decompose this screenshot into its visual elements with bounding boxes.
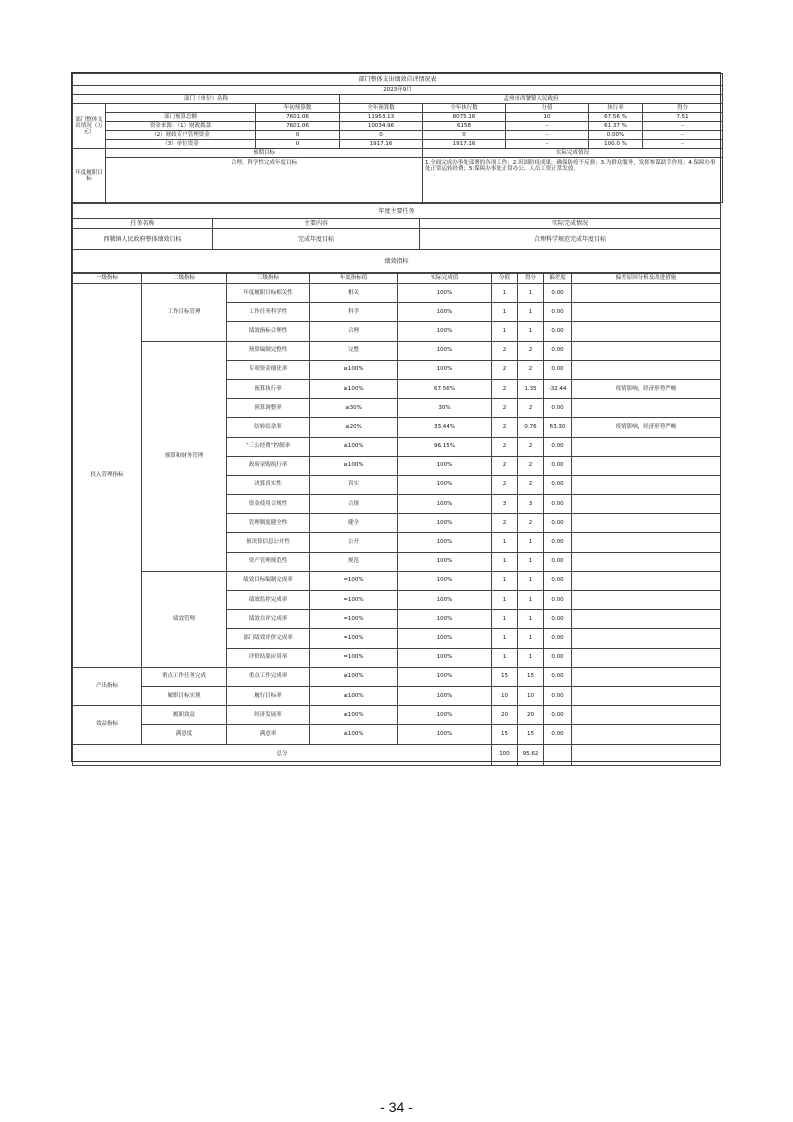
ind-header: 得分 — [518, 274, 544, 284]
ind-cell: 0.00 — [544, 495, 572, 514]
ind-cell: 0.00 — [544, 648, 572, 667]
ind-cell: 2 — [492, 360, 518, 379]
budget-header-cell: 全年执行数 — [423, 104, 506, 113]
ind-cell: 3 — [492, 495, 518, 514]
page-number: - 34 - — [380, 1099, 413, 1115]
ind-cell: 0.00 — [544, 629, 572, 648]
ind-cell: 2 — [518, 360, 544, 379]
ind-cell: 20 — [492, 706, 518, 725]
ind-header: 实际完成值 — [398, 274, 492, 284]
ind-cell: 1 — [518, 284, 544, 303]
ind-cell: 100% — [398, 648, 492, 667]
ind-header: 偏差度 — [544, 274, 572, 284]
ind-cell: 2 — [492, 437, 518, 456]
ind-cell: 决算真实性 — [227, 475, 310, 494]
budget-header-cell: 年初预算数 — [256, 104, 340, 113]
ind-cell: 15 — [518, 725, 544, 744]
budget-row — [73, 140, 723, 149]
budget-cell: 61.37 % — [589, 122, 643, 131]
budget-cell: 10 — [506, 113, 589, 122]
ind-cell: 履行目标率 — [227, 686, 310, 705]
ind-cell: 资金使用合规性 — [227, 495, 310, 514]
budget-cell: – — [643, 131, 723, 140]
ind-cell: 1 — [492, 648, 518, 667]
tasks-header: 任务名称 — [73, 219, 213, 229]
budget-cell: 8075.16 — [423, 113, 506, 122]
ind-cell — [572, 495, 721, 514]
budget-cell: 10034.96 — [340, 122, 423, 131]
ind-cell: 绩效目标编制完成率 — [227, 571, 310, 590]
task-name: 西虢镇人民政府整体绩效目标 — [73, 229, 213, 250]
ind-cell: 评价结果应用率 — [227, 648, 310, 667]
ind-cell: 0.00 — [544, 571, 572, 590]
ind-cell: 公开 — [310, 533, 398, 552]
budget-row — [73, 113, 723, 122]
ind-cell: 疫情影响，经济形势严峻 — [572, 418, 721, 437]
ind-cell — [572, 571, 721, 590]
goal-actual-text: 1.全面完成办事处部署的各项工作；2.巩固防疫成果，确保防疫不反弹；3.为群众服务，发挥参谋助手作用；4.保障办事处正常运转经费；5.保障办事处正常办公、人员工资正常发放。 — [423, 158, 723, 203]
ind-cell: 10 — [492, 686, 518, 705]
ind-cell: 疫情影响，经济形势严峻 — [572, 379, 721, 398]
ind-cell: ≤100% — [310, 686, 398, 705]
ind-cell: 100% — [398, 725, 492, 744]
ind-cell: 1 — [518, 552, 544, 571]
ind-header: 一级指标 — [73, 274, 142, 284]
ind-cell: 1 — [492, 533, 518, 552]
total-score: 95.62 — [518, 744, 544, 765]
budget-cell: 0.00% — [589, 131, 643, 140]
ind-cell: 100% — [398, 456, 492, 475]
ind-cell: 100% — [398, 706, 492, 725]
level2-satisfaction: 满意度 — [142, 725, 227, 744]
ind-cell — [572, 399, 721, 418]
ind-cell: 预算调整率 — [227, 399, 310, 418]
ind-cell: 100% — [398, 341, 492, 360]
ind-cell: 1 — [492, 284, 518, 303]
ind-cell: 15 — [492, 667, 518, 686]
budget-cell: – — [506, 122, 589, 131]
ind-cell — [572, 341, 721, 360]
ind-cell: 0.00 — [544, 322, 572, 341]
ind-cell: 33.44% — [398, 418, 492, 437]
ind-cell: =100% — [310, 610, 398, 629]
ind-cell: 2 — [492, 514, 518, 533]
level2-duty-goal: 履职目标实现 — [142, 686, 227, 705]
ind-cell: 100% — [398, 571, 492, 590]
ind-cell: 100% — [398, 591, 492, 610]
ind-cell: 0.00 — [544, 725, 572, 744]
ind-cell: 2 — [518, 437, 544, 456]
ind-cell: ≤100% — [310, 725, 398, 744]
ind-cell: 2 — [492, 456, 518, 475]
ind-cell — [572, 456, 721, 475]
ind-cell: 预决算信息公开性 — [227, 533, 310, 552]
budget-header-cell: 执行率 — [589, 104, 643, 113]
budget-row-label — [106, 140, 256, 149]
ind-header: 二级指标 — [142, 274, 227, 284]
budget-cell: 7601.06 — [256, 122, 340, 131]
ind-cell — [572, 648, 721, 667]
budget-row-name: （3）单位资金 — [162, 141, 199, 147]
ind-cell: 0.00 — [544, 303, 572, 322]
budget-cell: 0 — [256, 140, 340, 149]
ind-cell: 0.00 — [544, 456, 572, 475]
ind-cell: 2 — [492, 341, 518, 360]
ind-cell: 30% — [398, 399, 492, 418]
ind-cell: 10 — [518, 686, 544, 705]
ind-cell: 1 — [518, 629, 544, 648]
ind-cell: =100% — [310, 629, 398, 648]
ind-cell: 100% — [398, 514, 492, 533]
ind-cell: 结转结余率 — [227, 418, 310, 437]
ind-cell: 67.56% — [398, 379, 492, 398]
total-blank — [572, 744, 721, 765]
tasks-header: 实际完成情况 — [420, 219, 721, 229]
ind-cell — [572, 360, 721, 379]
ind-cell: 0.00 — [544, 706, 572, 725]
total-label: 总分 — [73, 744, 492, 765]
ind-cell: 预算编制完整性 — [227, 341, 310, 360]
ind-cell: 96.15% — [398, 437, 492, 456]
ind-cell: ≥100% — [310, 456, 398, 475]
ind-cell: =100% — [310, 591, 398, 610]
budget-cell: – — [506, 131, 589, 140]
ind-cell: 1 — [518, 322, 544, 341]
ind-cell — [572, 667, 721, 686]
ind-cell: 绩效指标合理性 — [227, 322, 310, 341]
ind-cell: 100% — [398, 303, 492, 322]
ind-cell: ≥100% — [310, 360, 398, 379]
ind-cell: 0.76 — [518, 418, 544, 437]
ind-cell: ≥100% — [310, 379, 398, 398]
ind-cell: 1 — [492, 629, 518, 648]
ind-cell: 2 — [518, 399, 544, 418]
budget-cell: – — [643, 122, 723, 131]
ind-cell: 0.00 — [544, 610, 572, 629]
dept-label: 部门（单位）名称 — [73, 95, 340, 104]
level1-benefit: 效益指标 — [73, 706, 142, 744]
budget-cell: 7.51 — [643, 113, 723, 122]
budget-cell: 11953.13 — [340, 113, 423, 122]
ind-cell: 年度履职目标相关性 — [227, 284, 310, 303]
ind-cell — [572, 437, 721, 456]
tasks-section-title: 年度主要任务 — [73, 204, 721, 219]
indicators-section-title: 绩效指标 — [73, 250, 721, 273]
ind-cell: 预算执行率 — [227, 379, 310, 398]
ind-cell: 100% — [398, 360, 492, 379]
ind-cell: 0.00 — [544, 284, 572, 303]
ind-cell: 1.35 — [518, 379, 544, 398]
ind-cell: 100% — [398, 610, 492, 629]
ind-cell: 合规 — [310, 495, 398, 514]
ind-cell: 1 — [518, 303, 544, 322]
ind-cell: 专项资金细化率 — [227, 360, 310, 379]
budget-cell: 100.0 % — [589, 140, 643, 149]
ind-cell: 重点工作完成率 — [227, 667, 310, 686]
ind-cell: 15 — [518, 667, 544, 686]
ind-cell: 2 — [518, 456, 544, 475]
tasks-table — [72, 203, 721, 273]
ind-cell: 0.00 — [544, 475, 572, 494]
ind-cell: 0.00 — [544, 552, 572, 571]
total-row — [73, 744, 721, 765]
ind-cell: 0.00 — [544, 341, 572, 360]
ind-cell — [572, 322, 721, 341]
budget-cell: 7601.06 — [256, 113, 340, 122]
form-title: 部门整体支出绩效自评情况表 — [73, 74, 723, 86]
ind-cell: =100% — [310, 571, 398, 590]
ind-cell: 0.00 — [544, 399, 572, 418]
ind-cell: 合理 — [310, 322, 398, 341]
ind-cell: 1 — [518, 591, 544, 610]
ind-cell: 1 — [518, 571, 544, 590]
budget-cell: 67.56 % — [589, 113, 643, 122]
ind-cell: 资产管理规范性 — [227, 552, 310, 571]
budget-cell: – — [506, 140, 589, 149]
budget-cell: 0 — [423, 131, 506, 140]
ind-cell: 真实 — [310, 475, 398, 494]
table-row — [73, 725, 721, 744]
budget-cell: 0 — [340, 131, 423, 140]
ind-cell: 100% — [398, 475, 492, 494]
ind-cell: 2 — [492, 379, 518, 398]
ind-cell: 2 — [518, 475, 544, 494]
ind-cell: 规范 — [310, 552, 398, 571]
ind-cell: ≤100% — [310, 667, 398, 686]
ind-cell: 政府采购执行率 — [227, 456, 310, 475]
ind-cell: 3 — [518, 495, 544, 514]
ind-cell: 100% — [398, 284, 492, 303]
ind-cell — [572, 514, 721, 533]
ind-cell: 经济发展率 — [227, 706, 310, 725]
goal-side-label: 年度履职目标 — [73, 149, 106, 203]
ind-header: 分值 — [492, 274, 518, 284]
level2-performance-mgmt: 绩效管理 — [142, 571, 227, 667]
budget-row-prefix: 资金来源： — [149, 123, 178, 129]
budget-header-cell: 得分 — [643, 104, 723, 113]
budget-header-blank — [106, 104, 256, 113]
ind-cell: 1 — [518, 533, 544, 552]
ind-cell — [572, 629, 721, 648]
ind-cell: 部门绩效评价完成率 — [227, 629, 310, 648]
budget-side-label: 部门整体支出情况（万元） — [73, 104, 106, 149]
table-row — [73, 571, 721, 590]
ind-cell: ≤20% — [310, 418, 398, 437]
budget-row-label — [106, 131, 256, 140]
ind-cell — [572, 591, 721, 610]
ind-cell: 20 — [518, 706, 544, 725]
ind-cell: 相关 — [310, 284, 398, 303]
level2-key-task: 重点工作任务完成 — [142, 667, 227, 686]
ind-cell: 1 — [492, 610, 518, 629]
ind-cell: 1 — [492, 322, 518, 341]
ind-header: 三级指标 — [227, 274, 310, 284]
ind-cell: ≤100% — [310, 706, 398, 725]
form-date: 2023年9月 — [73, 86, 723, 95]
budget-row-name: 部门预算总额 — [163, 114, 197, 120]
budget-table — [72, 73, 723, 203]
ind-cell: 1 — [518, 648, 544, 667]
ind-cell: 健全 — [310, 514, 398, 533]
ind-cell: 绩效自评完成率 — [227, 610, 310, 629]
ind-cell: 0.00 — [544, 591, 572, 610]
ind-cell: -32.44 — [544, 379, 572, 398]
table-row — [73, 706, 721, 725]
ind-cell — [572, 725, 721, 744]
ind-cell: 科学 — [310, 303, 398, 322]
ind-cell: 0.00 — [544, 667, 572, 686]
ind-cell: 0.00 — [544, 360, 572, 379]
budget-cell: 1917.16 — [423, 140, 506, 149]
ind-cell: 2 — [492, 399, 518, 418]
budget-header-cell: 全年预算数 — [340, 104, 423, 113]
ind-cell: ≤100% — [310, 437, 398, 456]
budget-cell: 0 — [256, 131, 340, 140]
goal-actual-header: 实际完成情况 — [423, 149, 723, 158]
ind-cell: 100% — [398, 495, 492, 514]
ind-cell: 0.00 — [544, 437, 572, 456]
budget-cell: 1917.16 — [340, 140, 423, 149]
ind-cell: 100% — [398, 686, 492, 705]
ind-cell: 100% — [398, 322, 492, 341]
total-max: 100 — [492, 744, 518, 765]
ind-cell: 工作任务科学性 — [227, 303, 310, 322]
ind-cell: 1 — [492, 571, 518, 590]
ind-cell: 100% — [398, 552, 492, 571]
ind-cell: 2 — [492, 418, 518, 437]
ind-cell: 100% — [398, 667, 492, 686]
ind-cell: 满意率 — [227, 725, 310, 744]
budget-row-name: （1）财政拨款 — [177, 123, 212, 129]
level2-duty-benefit: 履职效益 — [142, 706, 227, 725]
budget-cell: 6158 — [423, 122, 506, 131]
ind-cell — [572, 475, 721, 494]
ind-cell: 完整 — [310, 341, 398, 360]
ind-cell: “三公经费”控制率 — [227, 437, 310, 456]
ind-cell: 100% — [398, 629, 492, 648]
ind-cell: 2 — [518, 514, 544, 533]
table-row — [73, 686, 721, 705]
ind-header: 年度指标值 — [310, 274, 398, 284]
budget-header-cell: 分值 — [506, 104, 589, 113]
ind-cell — [572, 303, 721, 322]
budget-row-label — [106, 113, 256, 122]
ind-cell: 管理制度健全性 — [227, 514, 310, 533]
ind-cell — [572, 533, 721, 552]
table-row — [73, 284, 721, 303]
goal-plan-header: 预期目标 — [106, 149, 423, 158]
ind-cell: 0.00 — [544, 686, 572, 705]
ind-cell: 2 — [518, 341, 544, 360]
level1-input: 投入管理指标 — [73, 284, 142, 668]
ind-cell — [572, 610, 721, 629]
total-blank — [544, 744, 572, 765]
ind-cell: 0.00 — [544, 514, 572, 533]
evaluation-form — [71, 72, 721, 762]
dept-value: 孟州市西虢镇人民政府 — [340, 95, 723, 104]
level2-budget-finance: 预算和财务管理 — [142, 341, 227, 571]
ind-cell: =100% — [310, 648, 398, 667]
ind-cell: 1 — [492, 591, 518, 610]
ind-cell — [572, 686, 721, 705]
ind-cell: 0.00 — [544, 533, 572, 552]
indicators-table — [72, 273, 721, 766]
goal-plan-text: 合理、科学性完成年度目标 — [106, 158, 423, 203]
budget-row — [73, 131, 723, 140]
ind-cell: 1 — [518, 610, 544, 629]
ind-cell: ≤30% — [310, 399, 398, 418]
budget-row-name: （2）财政专户管理资金 — [151, 132, 210, 138]
ind-header: 偏差原因分析及改进措施 — [572, 274, 721, 284]
level1-output: 产出指标 — [73, 667, 142, 705]
ind-cell — [572, 552, 721, 571]
ind-cell: 1 — [492, 303, 518, 322]
ind-cell: 63.30 — [544, 418, 572, 437]
ind-cell: 100% — [398, 533, 492, 552]
tasks-header: 主要内容 — [213, 219, 420, 229]
ind-cell: 15 — [492, 725, 518, 744]
task-content: 完成年度目标 — [213, 229, 420, 250]
ind-cell — [572, 284, 721, 303]
ind-cell: 1 — [492, 552, 518, 571]
level2-work-goal: 工作目标管理 — [142, 284, 227, 342]
table-row — [73, 341, 721, 360]
budget-cell: – — [643, 140, 723, 149]
table-row — [73, 667, 721, 686]
ind-cell: 2 — [492, 475, 518, 494]
ind-cell: 绩效监控完成率 — [227, 591, 310, 610]
ind-cell — [572, 706, 721, 725]
budget-row — [73, 122, 723, 131]
task-result: 合理科学规范完成年度目标 — [420, 229, 721, 250]
budget-row-label — [106, 122, 256, 131]
